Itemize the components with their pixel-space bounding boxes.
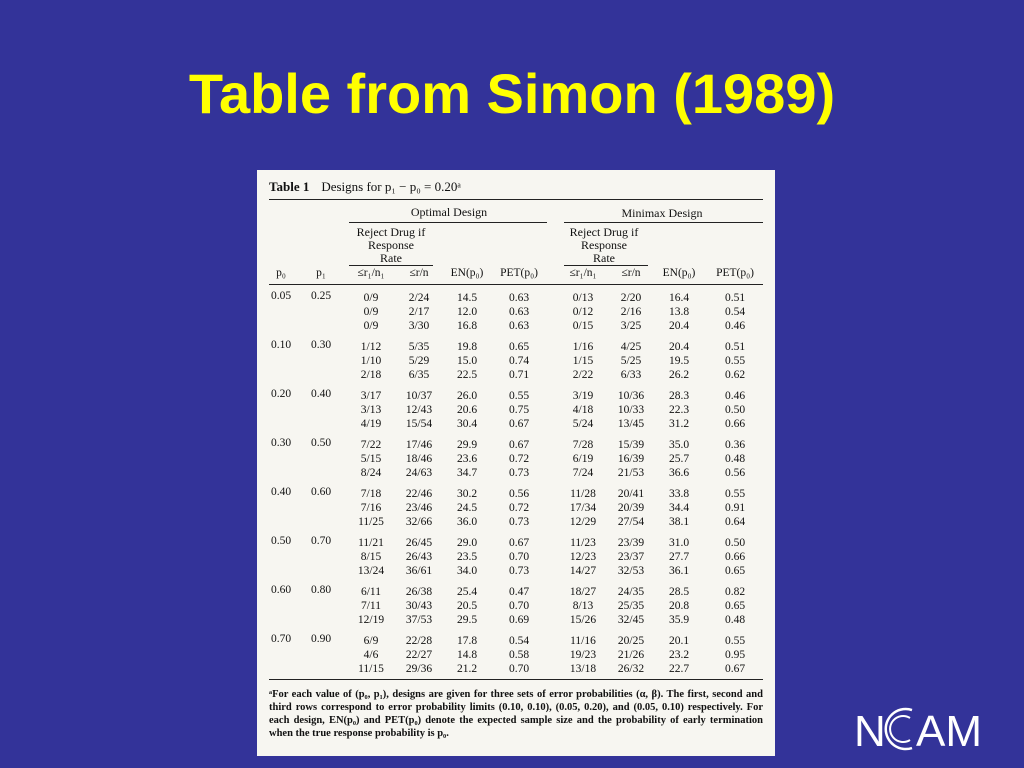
- table-cell: 0.36: [724, 439, 746, 451]
- column-header: PET(p₀): [716, 267, 754, 279]
- group-header-minimax: Minimax Design: [621, 206, 703, 220]
- table-cell: 36.0: [456, 516, 478, 528]
- table-cell: 23/46: [405, 502, 433, 514]
- table-cell: 5/24: [572, 418, 594, 430]
- cell-p0: 0.20: [270, 388, 292, 400]
- table-cell: 7/22: [360, 439, 382, 451]
- table-cell: 2/24: [408, 292, 430, 304]
- column-header: ≤r₁/n₁: [357, 267, 385, 279]
- table-cell: 6/35: [408, 369, 430, 381]
- table-caption: [269, 179, 461, 195]
- scanned-table-image: [257, 170, 775, 756]
- table-cell: 1/10: [360, 355, 382, 367]
- table-cell: 22/28: [405, 635, 433, 647]
- table-cell: 0/9: [363, 292, 379, 304]
- table-cell: 11/28: [570, 488, 596, 500]
- table-cell: 22.5: [456, 369, 478, 381]
- table-cell: 31.0: [668, 537, 690, 549]
- table-cell: 0.70: [508, 600, 530, 612]
- table-cell: 21.2: [456, 663, 478, 675]
- table-cell: 20/39: [617, 502, 645, 514]
- table-cell: 17/46: [405, 439, 433, 451]
- table-cell: 24/35: [617, 586, 645, 598]
- cell-p0: 0.50: [270, 535, 292, 547]
- table-cell: 0.58: [508, 649, 530, 661]
- cell-p0: 0.30: [270, 437, 292, 449]
- table-cell: 26/32: [617, 663, 645, 675]
- table-cell: 13/18: [569, 663, 597, 675]
- table-cell: 25.4: [456, 586, 478, 598]
- table-cell: 0.63: [508, 306, 530, 318]
- subheader-line: Rate: [593, 251, 615, 265]
- cell-p1: 0.30: [310, 339, 332, 351]
- table-cell: 0.55: [508, 390, 530, 402]
- table-cell: 0.47: [508, 586, 530, 598]
- table-cell: 29/36: [405, 663, 433, 675]
- table-cell: 0.65: [724, 565, 746, 577]
- table-cell: 0.46: [724, 390, 746, 402]
- cell-p0: 0.60: [270, 584, 292, 596]
- cell-p1: 0.80: [310, 584, 332, 596]
- table-cell: 20/41: [617, 488, 645, 500]
- ncam-logo: [852, 704, 1012, 754]
- table-cell: 0.51: [724, 292, 746, 304]
- table-cell: 10/33: [617, 404, 645, 416]
- table-cell: 32/53: [617, 565, 645, 577]
- table-cell: 15/26: [569, 614, 597, 626]
- table-cell: 0.51: [724, 341, 746, 353]
- table-cell: 29.0: [456, 537, 478, 549]
- table-cell: 0.66: [724, 418, 746, 430]
- table-cell: 0.75: [508, 404, 530, 416]
- table-cell: 6/11: [360, 586, 382, 598]
- table-cell: 32/66: [405, 516, 433, 528]
- cell-p0: 0.10: [270, 339, 292, 351]
- table-cell: 6/9: [363, 635, 379, 647]
- table-cell: 20.6: [456, 404, 478, 416]
- table-cell: 30.2: [456, 488, 478, 500]
- table-cell: 15/54: [405, 418, 433, 430]
- table-cell: 0/15: [572, 320, 594, 332]
- cell-p1: 0.50: [310, 437, 332, 449]
- table-cell: 24/63: [405, 467, 433, 479]
- bottom-rule: [269, 679, 763, 680]
- column-header: ≤r₁/n₁: [569, 267, 597, 279]
- table-cell: 3/17: [360, 390, 382, 402]
- table-cell: 1/16: [572, 341, 594, 353]
- cell-p1: 0.70: [310, 535, 332, 547]
- column-header: EN(p₀): [450, 267, 484, 279]
- table-cell: 0.73: [508, 467, 530, 479]
- table-cell: 11/15: [358, 663, 384, 675]
- table-cell: 23.5: [456, 551, 478, 563]
- table-cell: 15/39: [617, 439, 645, 451]
- table-cell: 26/38: [405, 586, 433, 598]
- table-cell: 2/22: [572, 369, 594, 381]
- table-cell: 0.67: [508, 439, 530, 451]
- table-cell: 0/9: [363, 320, 379, 332]
- table-cell: 13.8: [668, 306, 690, 318]
- table-cell: 0.50: [724, 404, 746, 416]
- table-cell: 11/25: [358, 516, 384, 528]
- table-cell: 2/17: [408, 306, 430, 318]
- table-cell: 27/54: [617, 516, 645, 528]
- table-cell: 0.48: [724, 614, 746, 626]
- table-cell: 20.5: [456, 600, 478, 612]
- table-footnote: ᵃFor each value of (p₀, p₁), designs are given for three sets of error probabilities (α, β). The first, second and third rows correspond to error probability limits (0.10, 0.10), (0.05, 0.20), and (0.05, 0.10) respectively. For each design, EN(p₀) and PET(p₀) denote the expected sample size and the probability of early termination when the true response probability is p₀.: [269, 689, 763, 739]
- table-cell: 23.2: [668, 649, 690, 661]
- table-cell: 37/53: [405, 614, 433, 626]
- table-cell: 0/9: [363, 306, 379, 318]
- column-header: PET(p₀): [500, 267, 538, 279]
- subheader-line: Reject Drug if: [569, 225, 639, 239]
- table-cell: 0.48: [724, 453, 746, 465]
- table-cell: 28.3: [668, 390, 690, 402]
- table-cell: 1/15: [572, 355, 594, 367]
- table-cell: 34.4: [668, 502, 690, 514]
- subheader-line: Reject Drug if: [356, 225, 426, 239]
- table-cell: 23/39: [617, 537, 645, 549]
- table-cell: 12/19: [357, 614, 385, 626]
- table-cell: 22/27: [405, 649, 433, 661]
- cell-p1: 0.60: [310, 486, 332, 498]
- header-rule: [269, 284, 763, 285]
- table-cell: 5/15: [360, 453, 382, 465]
- subheader-line: Rate: [380, 251, 402, 265]
- table-cell: 0.50: [724, 537, 746, 549]
- table-cell: 3/19: [572, 390, 594, 402]
- table-cell: 0.70: [508, 663, 530, 675]
- table-cell: 12/29: [569, 516, 597, 528]
- table-cell: 0.82: [724, 586, 746, 598]
- table-cell: 12/23: [569, 551, 597, 563]
- logo-arc-inner: [890, 716, 910, 742]
- table-cell: 14/27: [569, 565, 597, 577]
- table-cell: 4/6: [363, 649, 379, 661]
- column-header: ≤r/n: [409, 267, 429, 279]
- table-cell: 0.46: [724, 320, 746, 332]
- table-cell: 2/16: [620, 306, 642, 318]
- subheader-optimal: [341, 226, 441, 265]
- table-cell: 20/25: [617, 635, 645, 647]
- table-cell: 35.9: [668, 614, 690, 626]
- table-cell: 31.2: [668, 418, 690, 430]
- table-cell: 33.8: [668, 488, 690, 500]
- table-cell: 0.67: [508, 537, 530, 549]
- subheader-minimax: [554, 226, 654, 265]
- group-header-optimal: Optimal Design: [410, 205, 488, 219]
- table-cell: 0/12: [572, 306, 594, 318]
- subheader-rule-minimax: [564, 265, 648, 266]
- table-cell: 0.67: [508, 418, 530, 430]
- table-cell: 4/19: [360, 418, 382, 430]
- table-cell: 0.67: [724, 663, 746, 675]
- subheader-rule-optimal: [349, 265, 433, 266]
- table-cell: 20.4: [668, 320, 690, 332]
- table-cell: 0.56: [508, 488, 530, 500]
- table-caption-label: Table 1: [269, 179, 310, 194]
- table-cell: 15.0: [456, 355, 478, 367]
- column-header: p₁: [316, 267, 326, 279]
- table-cell: 7/24: [572, 467, 594, 479]
- table-cell: 18/46: [405, 453, 433, 465]
- table-cell: 16/39: [617, 453, 645, 465]
- table-cell: 26/45: [405, 537, 433, 549]
- table-cell: 26.0: [456, 390, 478, 402]
- table-cell: 7/16: [360, 502, 382, 514]
- table-cell: 0.73: [508, 565, 530, 577]
- table-cell: 0.63: [508, 320, 530, 332]
- table-cell: 11/23: [570, 537, 596, 549]
- slide-title: Table from Simon (1989): [188, 62, 836, 125]
- table-cell: 17/34: [569, 502, 597, 514]
- table-cell: 36/61: [405, 565, 433, 577]
- table-cell: 10/36: [617, 390, 645, 402]
- table-cell: 0.69: [508, 614, 530, 626]
- table-cell: 0.54: [724, 306, 746, 318]
- cell-p0: 0.40: [270, 486, 292, 498]
- table-cell: 0.65: [724, 600, 746, 612]
- table-cell: 0.66: [724, 551, 746, 563]
- table-cell: 0.62: [724, 369, 746, 381]
- table-cell: 29.5: [456, 614, 478, 626]
- table-caption-text: Designs for p₁ − p₀ = 0.20ᵃ: [321, 179, 461, 194]
- table-cell: 21/26: [617, 649, 645, 661]
- table-cell: 26.2: [668, 369, 690, 381]
- table-cell: 30.4: [456, 418, 478, 430]
- table-cell: 5/35: [408, 341, 430, 353]
- table-cell: 8/13: [572, 600, 594, 612]
- table-cell: 17.8: [456, 635, 478, 647]
- table-cell: 25.7: [668, 453, 690, 465]
- table-cell: 3/13: [360, 404, 382, 416]
- table-cell: 16.8: [456, 320, 478, 332]
- table-cell: 30/43: [405, 600, 433, 612]
- table-cell: 22/46: [405, 488, 433, 500]
- table-cell: 19.8: [456, 341, 478, 353]
- cell-p0: 0.70: [270, 633, 292, 645]
- table-cell: 0.73: [508, 516, 530, 528]
- table-cell: 20.4: [668, 341, 690, 353]
- table-cell: 12/43: [405, 404, 433, 416]
- table-cell: 34.0: [456, 565, 478, 577]
- cell-p0: 0.05: [270, 290, 292, 302]
- table-cell: 27.7: [668, 551, 690, 563]
- table-cell: 7/11: [360, 600, 382, 612]
- table-cell: 12.0: [456, 306, 478, 318]
- table-cell: 16.4: [668, 292, 690, 304]
- table-cell: 2/18: [360, 369, 382, 381]
- table-cell: 8/15: [360, 551, 382, 563]
- table-cell: 22.7: [668, 663, 690, 675]
- table-cell: 21/53: [617, 467, 645, 479]
- cell-p1: 0.40: [310, 388, 332, 400]
- table-cell: 0.54: [508, 635, 530, 647]
- column-header: EN(p₀): [662, 267, 696, 279]
- table-cell: 23.6: [456, 453, 478, 465]
- table-cell: 23/37: [617, 551, 645, 563]
- table-cell: 26/43: [405, 551, 433, 563]
- table-cell: 38.1: [668, 516, 690, 528]
- table-cell: 14.5: [456, 292, 478, 304]
- cell-p1: 0.90: [310, 633, 332, 645]
- table-cell: 5/25: [620, 355, 642, 367]
- table-cell: 11/21: [358, 537, 384, 549]
- table-cell: 0/13: [572, 292, 594, 304]
- group-rule-optimal: [349, 222, 547, 223]
- table-cell: 19.5: [668, 355, 690, 367]
- table-cell: 28.5: [668, 586, 690, 598]
- table-cell: 25/35: [617, 600, 645, 612]
- column-header: ≤r/n: [621, 267, 641, 279]
- table-cell: 0.70: [508, 551, 530, 563]
- logo-letter-n: N: [854, 707, 886, 754]
- subheader-line: Response: [368, 238, 414, 252]
- table-cell: 0.55: [724, 488, 746, 500]
- table-cell: 13/24: [357, 565, 385, 577]
- table-cell: 6/19: [572, 453, 594, 465]
- group-rule-minimax: [564, 222, 763, 223]
- table-cell: 35.0: [668, 439, 690, 451]
- table-cell: 36.6: [668, 467, 690, 479]
- table-cell: 13/45: [617, 418, 645, 430]
- table-cell: 24.5: [456, 502, 478, 514]
- table-cell: 19/23: [569, 649, 597, 661]
- table-cell: 0.72: [508, 453, 530, 465]
- subheader-line: Response: [581, 238, 627, 252]
- logo-letters-am: AM: [916, 707, 982, 754]
- table-cell: 5/29: [408, 355, 430, 367]
- table-cell: 29.9: [456, 439, 478, 451]
- table-cell: 7/28: [572, 439, 594, 451]
- table-cell: 0.65: [508, 341, 530, 353]
- table-cell: 0.64: [724, 516, 746, 528]
- table-cell: 0.74: [508, 355, 530, 367]
- table-cell: 7/18: [360, 488, 382, 500]
- table-cell: 4/18: [572, 404, 594, 416]
- table-cell: 22.3: [668, 404, 690, 416]
- table-cell: 0.72: [508, 502, 530, 514]
- table-cell: 0.95: [724, 649, 746, 661]
- table-cell: 4/25: [620, 341, 642, 353]
- table-cell: 6/33: [620, 369, 642, 381]
- table-cell: 0.55: [724, 635, 746, 647]
- table-cell: 8/24: [360, 467, 382, 479]
- table-cell: 20.1: [668, 635, 690, 647]
- table-cell: 20.8: [668, 600, 690, 612]
- table-cell: 0.71: [508, 369, 530, 381]
- table-cell: 1/12: [360, 341, 382, 353]
- table-cell: 0.55: [724, 355, 746, 367]
- cell-p1: 0.25: [310, 290, 332, 302]
- table-cell: 11/16: [570, 635, 596, 647]
- table-cell: 2/20: [620, 292, 642, 304]
- table-cell: 0.56: [724, 467, 746, 479]
- table-cell: 34.7: [456, 467, 478, 479]
- table-cell: 32/45: [617, 614, 645, 626]
- table-cell: 10/37: [405, 390, 433, 402]
- table-cell: 18/27: [569, 586, 597, 598]
- table-cell: 36.1: [668, 565, 690, 577]
- table-cell: 3/25: [620, 320, 642, 332]
- table-cell: 14.8: [456, 649, 478, 661]
- table-cell: 3/30: [408, 320, 430, 332]
- table-cell: 0.63: [508, 292, 530, 304]
- top-rule: [269, 199, 763, 200]
- table-cell: 0.91: [724, 502, 746, 514]
- column-header: p₀: [276, 267, 286, 279]
